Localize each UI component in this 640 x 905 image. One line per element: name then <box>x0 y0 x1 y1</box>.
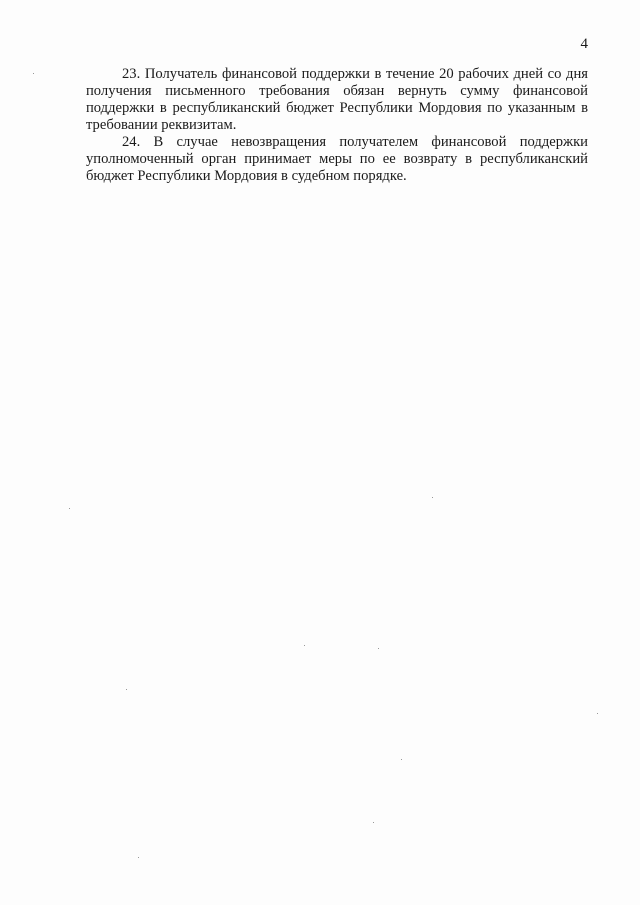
scan-speck <box>373 822 374 823</box>
scan-speck <box>33 73 34 74</box>
document-body <box>86 66 588 185</box>
scan-speck <box>401 759 402 760</box>
scan-speck <box>126 689 127 690</box>
paragraph-23: 23. Получатель финансовой поддержки в течение 20 рабочих дней со дня получения письменного требования обязан вернуть сумму финансовой поддержки в республиканский бюджет Республики Мордовия по указанным в требовании реквизитам. <box>86 66 588 133</box>
scan-speck <box>69 508 70 509</box>
scan-speck <box>138 857 139 858</box>
scan-speck <box>378 648 379 649</box>
scan-speck <box>432 497 433 498</box>
paragraph-24: 24. В случае невозвращения получателем финансовой поддержки уполномоченный орган принимает меры по ее возврату в республиканский бюджет Республики Мордовия в судебном порядке. <box>86 134 588 184</box>
scan-speck <box>304 645 305 646</box>
scan-speck <box>597 713 598 714</box>
page-number: 4 <box>580 36 588 52</box>
